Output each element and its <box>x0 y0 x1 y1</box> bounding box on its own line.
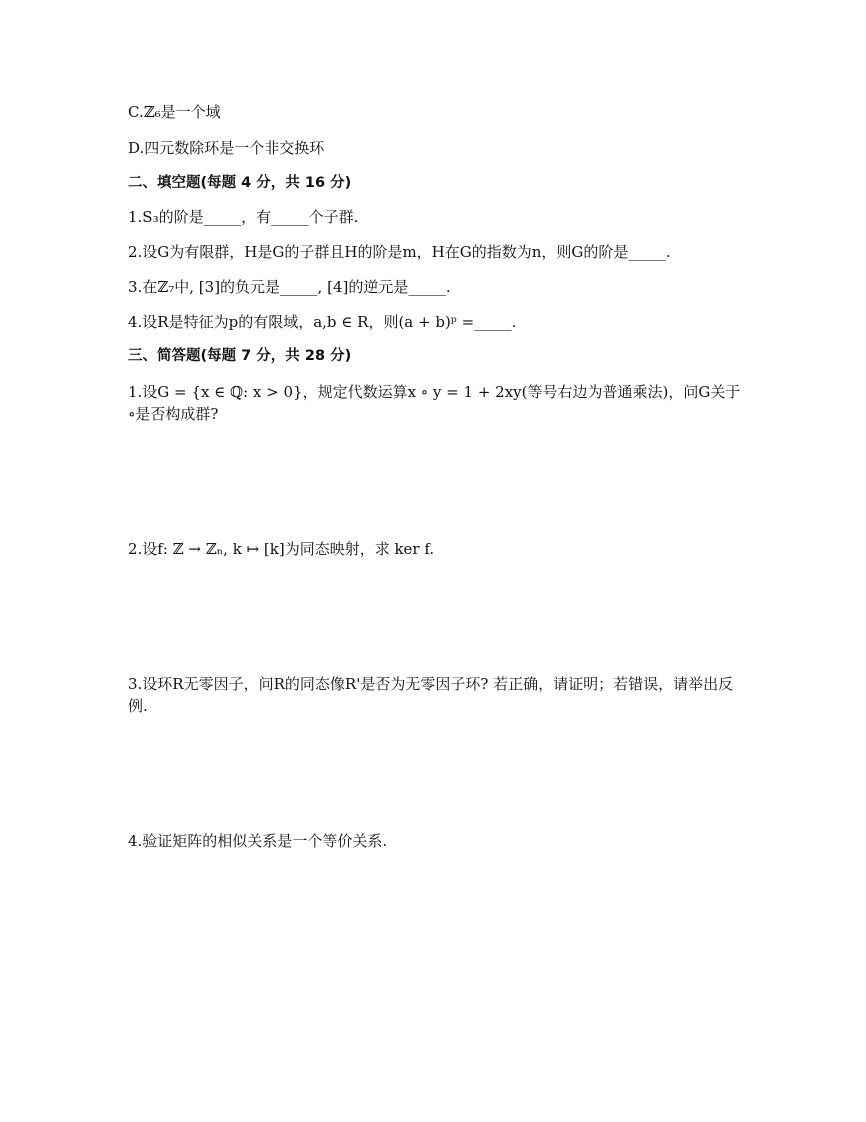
fill-question-3: 3.在ℤ₇中, [3]的负元是_____, [4]的逆元是_____. <box>128 278 451 296</box>
option-d: D.四元数除环是一个非交换环 <box>128 139 325 157</box>
short-question-4: 4.验证矩阵的相似关系是一个等价关系. <box>128 832 388 850</box>
fill-question-2: 2.设G为有限群，H是G的子群且H的阶是m，H在G的指数为n，则G的阶是_____. <box>128 243 671 261</box>
short-question-3: 3.设环R无零因子，问R的同态像R'是否为无零因子环? 若正确，请证明；若错误，请举出反例. <box>128 675 734 715</box>
short-question-1: 1.设G = {x ∈ ℚ: x > 0}，规定代数运算x ∘ y = 1 + 2xy(等号右边为普通乘法)，问G关于∘是否构成群? <box>128 383 741 423</box>
short-question-2: 2.设f: ℤ → ℤₙ, k ↦ [k]为同态映射，求 ker f. <box>128 540 435 558</box>
section-2-heading: 二、填空题(每题 4 分，共 16 分) <box>128 175 352 191</box>
option-c: C.ℤ₆是一个域 <box>128 103 221 121</box>
section-3-heading: 三、简答题(每题 7 分，共 28 分) <box>128 348 352 364</box>
fill-question-4: 4.设R是特征为p的有限域，a,b ∈ R，则(a + b)ᵖ =_____. <box>128 313 517 331</box>
fill-question-1: 1.S₃的阶是_____，有_____个子群. <box>128 208 359 226</box>
